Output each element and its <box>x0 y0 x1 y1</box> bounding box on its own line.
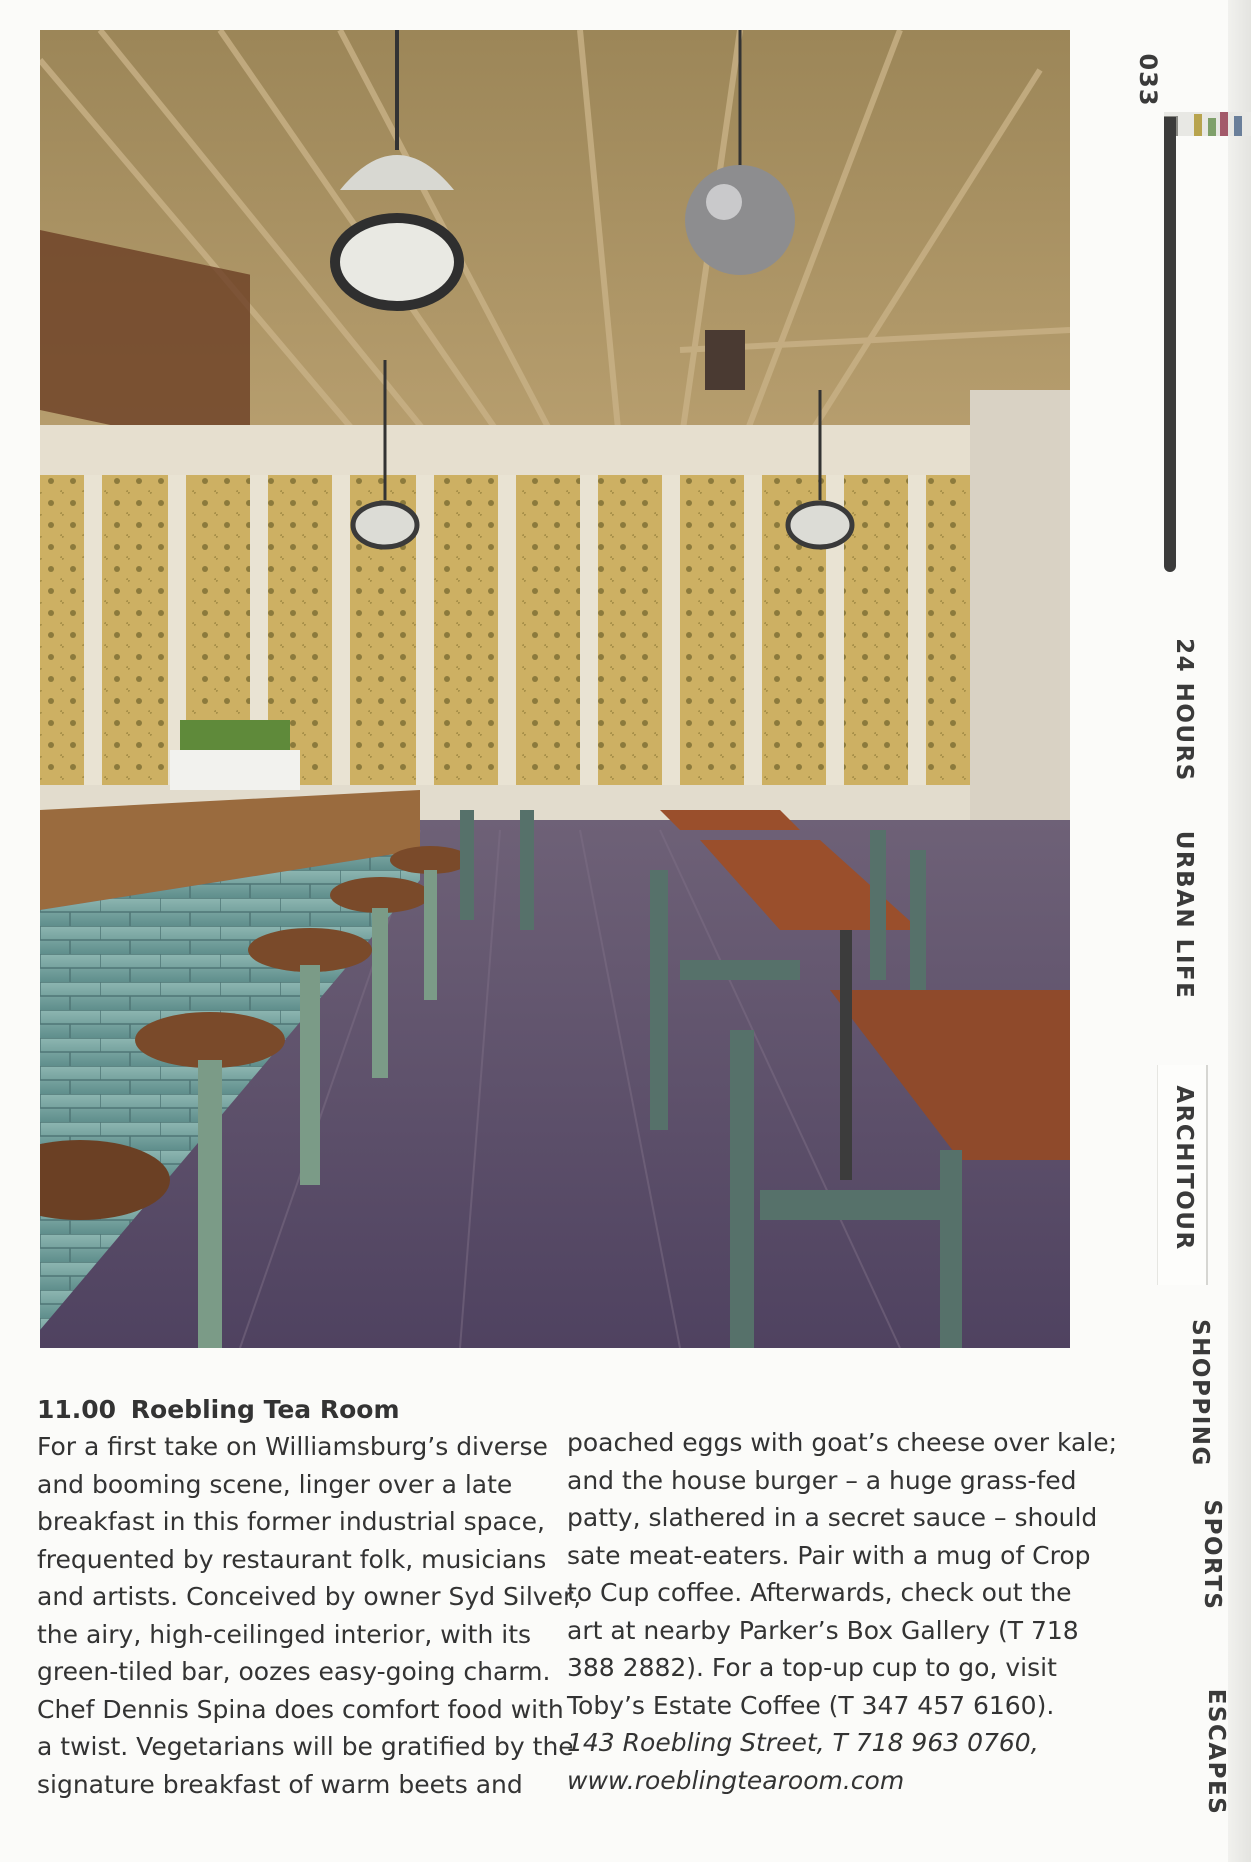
text-line: frequented by restaurant folk, musicians <box>37 1544 547 1574</box>
text-line: art at nearby Parker’s Box Gallery (T 718 <box>567 1615 1079 1645</box>
bottles <box>180 720 290 750</box>
nav-item-sports[interactable]: SPORTS <box>1199 1499 1225 1611</box>
text-line: and artists. Conceived by owner Syd Silver, <box>37 1582 582 1611</box>
planter-box <box>170 750 300 790</box>
wall-header <box>40 425 970 475</box>
venue-address: 143 Roebling Street, T 718 963 0760, <box>567 1728 1039 1757</box>
nav-item-architour[interactable]: ARCHITOUR <box>1171 1085 1197 1251</box>
article-time: 11.00 <box>37 1395 117 1424</box>
page-edge-shade <box>1228 0 1251 1862</box>
article-title: Roebling Tea Room <box>130 1395 400 1424</box>
window-column <box>970 390 1070 850</box>
article-column-right <box>567 1424 1118 1799</box>
text-line: Chef Dennis Spina does comfort food with <box>37 1694 564 1724</box>
text-line: patty, slathered in a secret sauce – should <box>567 1503 1098 1532</box>
nav-item-escapes[interactable]: ESCAPES <box>1203 1688 1229 1816</box>
venue-website[interactable]: www.roeblingtearoom.com <box>567 1765 905 1795</box>
nav-item-24-hours[interactable]: 24 HOURS <box>1171 638 1197 782</box>
text-line: sate meat-eaters. Pair with a mug of Crop <box>567 1540 1091 1570</box>
nav-item-urban-life[interactable]: URBAN LIFE <box>1171 830 1197 1000</box>
article-column-left <box>37 1428 582 1803</box>
text-line: the airy, high-ceilinged interior, with its <box>37 1619 532 1649</box>
page-number: 033 <box>1134 53 1162 107</box>
interior-photo <box>40 30 1070 1348</box>
interior-photo-illustration <box>40 30 1070 1348</box>
text-line: signature breakfast of warm beets and <box>37 1769 523 1799</box>
text-line: For a first take on Williamsburg’s diverse <box>37 1432 548 1461</box>
text-line: 388 2882). For a top-up cup to go, visit <box>567 1653 1057 1682</box>
text-line: poached eggs with goat’s cheese over kale; <box>567 1428 1118 1457</box>
nav-color-strip <box>1164 112 1251 136</box>
text-line: breakfast in this former industrial space, <box>37 1507 545 1536</box>
text-line: to Cup coffee. Afterwards, check out the <box>567 1578 1072 1607</box>
nav-item-shopping[interactable]: SHOPPING <box>1187 1319 1213 1467</box>
nav-progress-bar <box>1164 117 1176 572</box>
text-line: and booming scene, linger over a late <box>37 1469 513 1499</box>
article <box>37 1395 1118 1799</box>
article-heading <box>37 1395 1077 1424</box>
text-line: and the house burger – a huge grass-fed <box>567 1465 1077 1495</box>
text-line: green-tiled bar, oozes easy-going charm. <box>37 1657 551 1686</box>
text-line: Toby’s Estate Coffee (T 347 457 6160). <box>567 1690 1055 1720</box>
text-line: a twist. Vegetarians will be gratified by the <box>37 1732 574 1761</box>
